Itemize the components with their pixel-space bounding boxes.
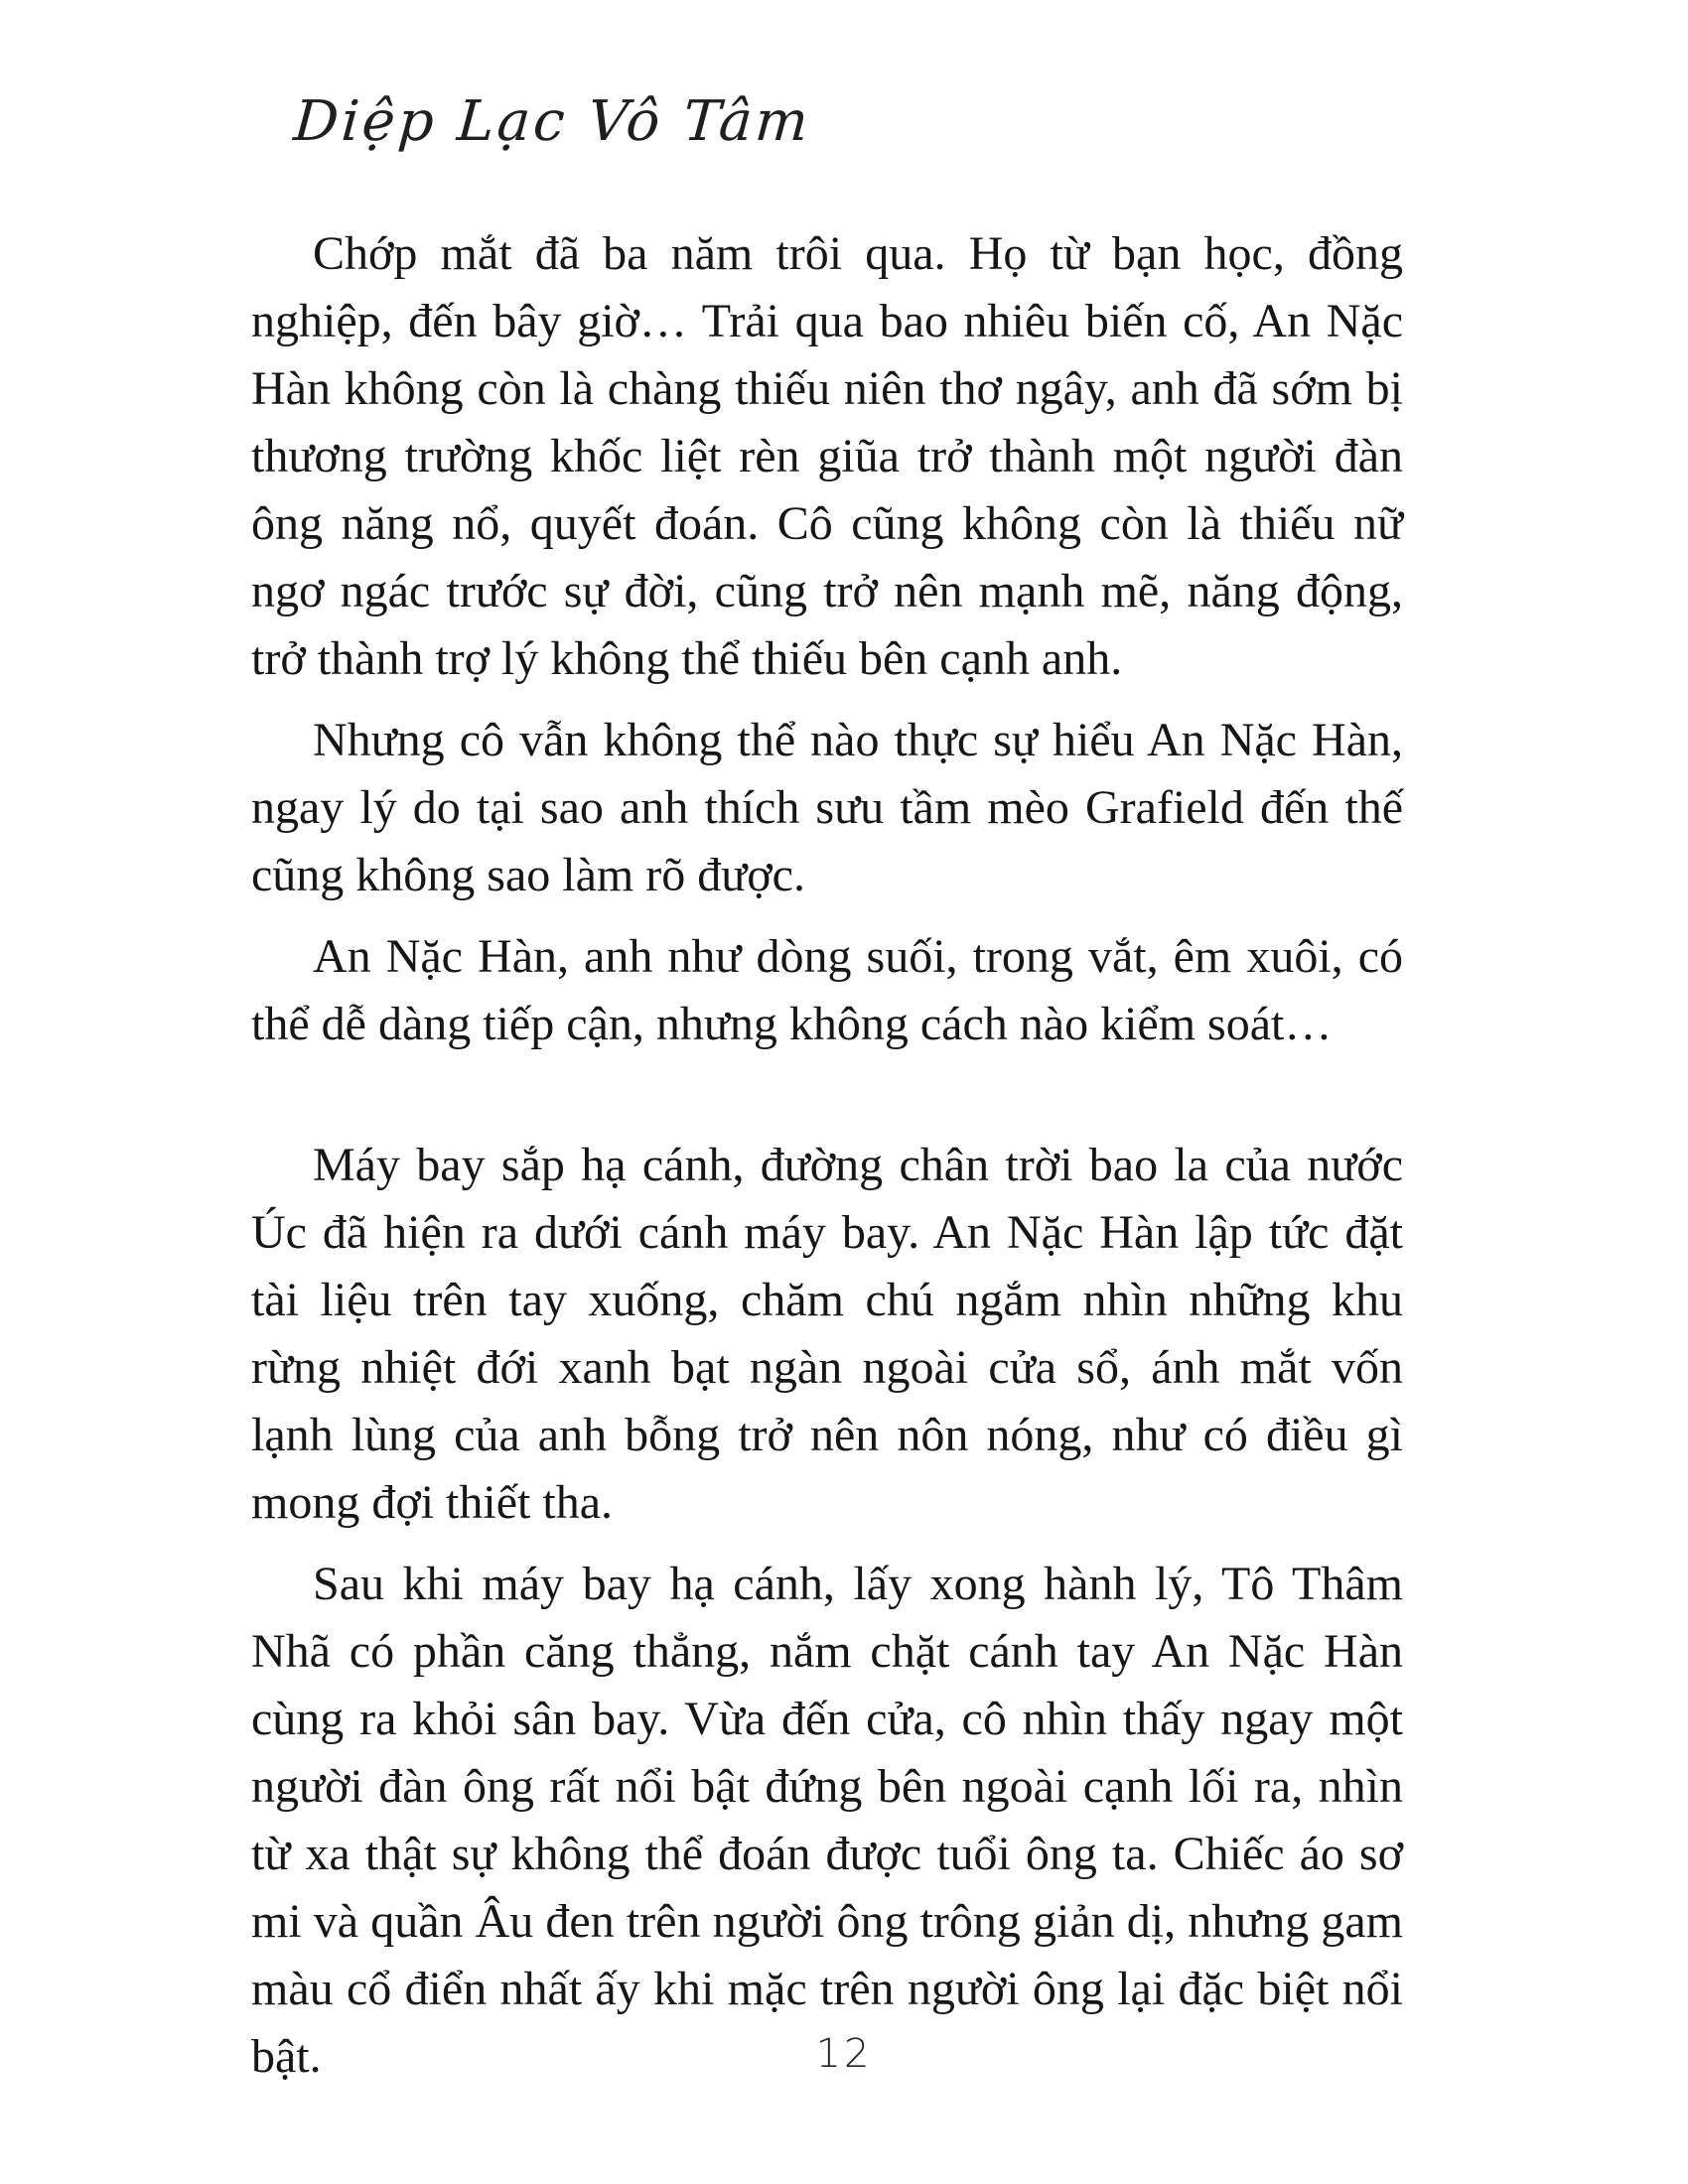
paragraph: An Nặc Hàn, anh như dòng suối, trong vắt, êm xuôi, có thể dễ dàng tiếp cận, nhưng không cách nào kiểm soát…: [251, 930, 1403, 1050]
paragraph-section-start: Máy bay sắp hạ cánh, đường chân trời bao la của nước Úc đã hiện ra dưới cánh máy bay. An Nặc Hàn lập tức đặt tài liệu trên tay xuống, chăm chú ngắm nhìn những khu rừng nhiệt đới xanh bạt ngàn ngoài cửa sổ, ánh mắt vốn lạnh lùng của anh bỗng trở nên nôn nóng, như có điều gì mong đợi thiết tha.: [251, 1139, 1403, 1529]
page-number: 12: [815, 2031, 873, 2077]
paragraph: Chớp mắt đã ba năm trôi qua. Họ từ bạn học, đồng nghiệp, đến bây giờ… Trải qua bao nhiêu biến cố, An Nặc Hàn không còn là chàng thiếu niên thơ ngây, anh đã sớm bị thương trường khốc liệt rèn giũa trở thành một người đàn ông năng nổ, quyết đoán. Cô cũng không còn là thiếu nữ ngơ ngác trước sự đời, cũng trở nên mạnh mẽ, năng động, trở thành trợ lý không thể thiếu bên cạnh anh.: [251, 227, 1403, 685]
paragraph: Nhưng cô vẫn không thể nào thực sự hiểu An Nặc Hàn, ngay lý do tại sao anh thích sưu tầm mèo Grafield đến thế cũng không sao làm rõ được.: [251, 714, 1403, 901]
body-text-column: [251, 220, 1403, 2105]
running-header-title: Diệp Lạc Vô Tâm: [291, 89, 813, 154]
paragraph: Sau khi máy bay hạ cánh, lấy xong hành lý, Tô Thâm Nhã có phần căng thẳng, nắm chặt cánh tay An Nặc Hàn cùng ra khỏi sân bay. Vừa đến cửa, cô nhìn thấy ngay một người đàn ông rất nổi bật đứng bên ngoài cạnh lối ra, nhìn từ xa thật sự không thể đoán được tuổi ông ta. Chiếc áo sơ mi và quần Âu đen trên người ông trông giản dị, nhưng gam màu cổ điển nhất ấy khi mặc trên người ông lại đặc biệt nổi bật.: [251, 1558, 1403, 2083]
